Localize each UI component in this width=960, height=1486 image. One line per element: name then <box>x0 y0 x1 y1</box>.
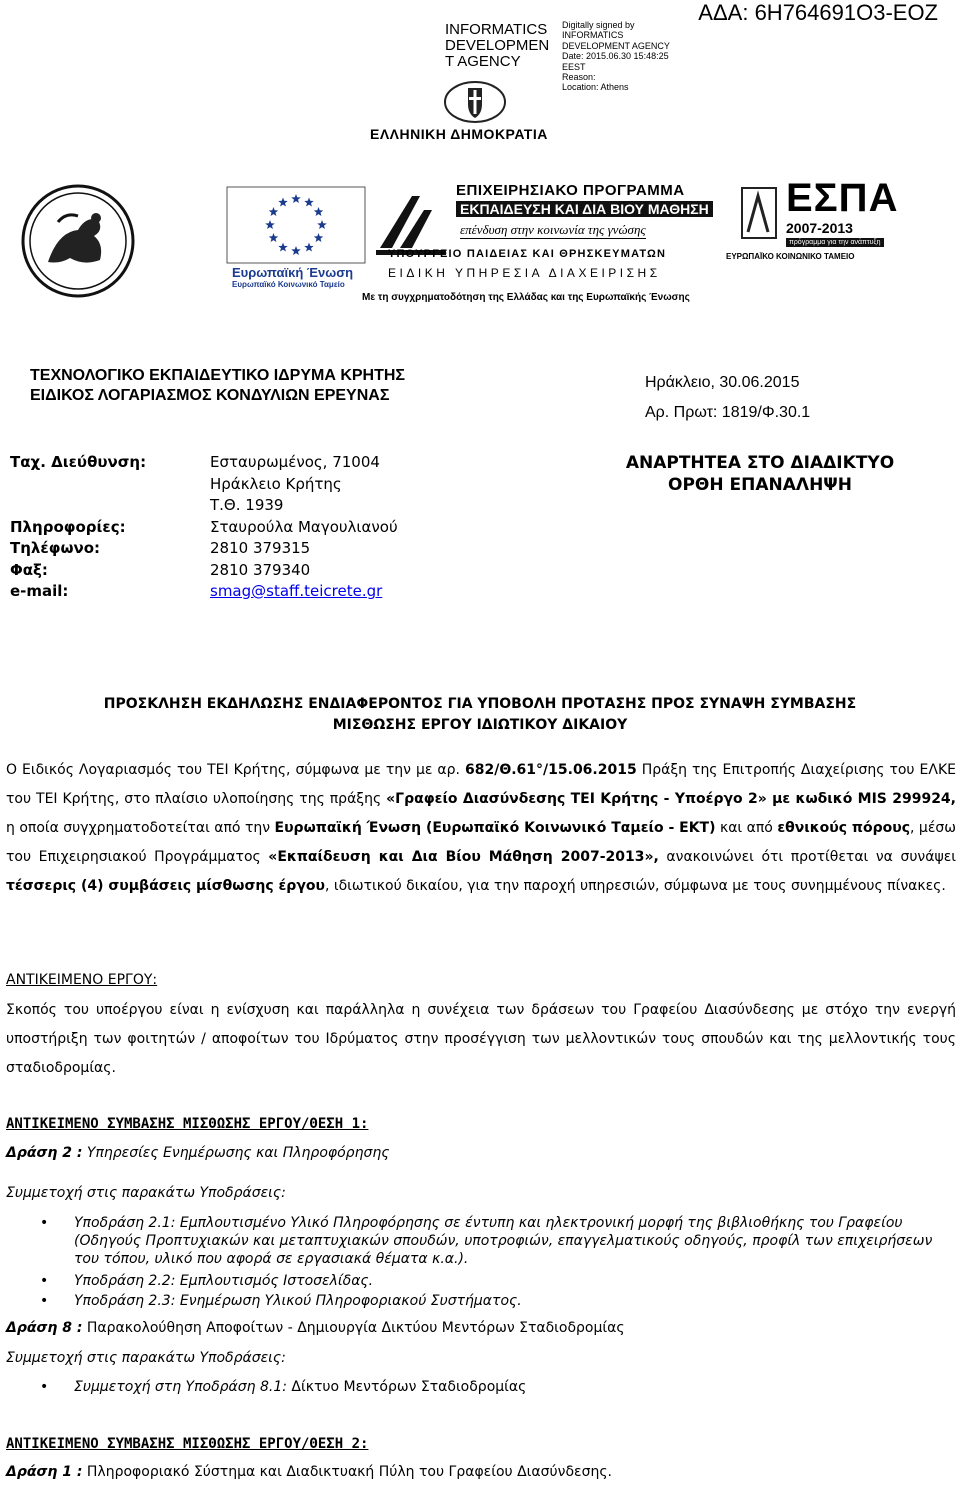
participation-label-2: Συμμετοχή στις παρακάτω Υποδράσεις: <box>6 1350 286 1366</box>
document-title: ΠΡΟΣΚΛΗΣΗ ΕΚΔΗΛΩΣΗΣ ΕΝΔΙΑΦΕΡΟΝΤΟΣ ΓΙΑ ΥΠΟΒΟΛΗ ΠΡΟΤΑΣΗΣ ΠΡΟΣ ΣΥΝΑΨΗ ΣΥΜΒΑΣΗΣ ΜΙΣΘΩΣΗΣ ΕΡΓΟΥ ΙΔΙΩΤΙΚΟΥ ΔΙΚΑΙΟΥ <box>103 696 857 733</box>
object-text: Σκοπός του υποέργου είναι η ενίσχυση και παράλληλα η συνέχεια των δράσεων του Γραφείου Διασύνδεσης με στόχο την ενεργή υποστήριξη των φοιτητών / αποφοίτων του Ιδρύματος στην προσέγγιση των μελλοντικών τους σπουδών και της μελλοντικής τους σταδιοδρομίας. <box>6 1002 956 1076</box>
signature-detail-line: Reason: <box>562 72 596 83</box>
position1-heading: ΑΝΤΙΚΕΙΜΕΝΟ ΣΥΜΒΑΣΗΣ ΜΙΣΘΩΣΗΣ ΕΡΓΟΥ/ΘΕΣΗ 1: <box>6 1116 369 1132</box>
op-line2: ΕΚΠΑΙΔΕΥΣΗ ΚΑΙ ΔΙΑ ΒΙΟΥ ΜΑΘΗΣΗ <box>456 201 713 217</box>
protocol-number: Αρ. Πρωτ: 1819/Φ.30.1 <box>645 404 811 421</box>
participation-label: Συμμετοχή στις παρακάτω Υποδράσεις: <box>6 1185 286 1201</box>
phone-label: Τηλέφωνο: <box>10 539 101 557</box>
signature-detail-line: DEVELOPMENT AGENCY <box>562 40 670 51</box>
list-item: • Συμμετοχή στη Υποδράση 8.1: Δίκτυο Μεντόρων Σταδιοδρομίας <box>40 1379 527 1395</box>
ministry-line1: ΥΠΟΥΡΓΕΙΟ ΠΑΙΔΕΙΑΣ ΚΑΙ ΘΡΗΣΚΕΥΜΑΤΩΝ <box>388 248 667 260</box>
info-label: Πληροφορίες: <box>10 517 126 536</box>
object-heading: ΑΝΤΙΚΕΙΜΕΝΟ ΕΡΓΟΥ: <box>6 972 158 988</box>
signature-detail-line: Location: Athens <box>562 82 629 93</box>
espa-mark-icon <box>740 186 784 246</box>
cofinance-caption: Με τη συγχρηματοδότηση της Ελλάδας και της Ευρωπαϊκής Ένωσης <box>362 292 690 303</box>
info-value: Σταυρούλα Μαγουλιανού <box>210 517 398 536</box>
signature-detail-line: Digitally signed by <box>562 20 635 30</box>
action2-line: Δράση 2 : Υπηρεσίες Ενημέρωσης και Πληροφόρησης <box>6 1145 390 1161</box>
position2-heading: ΑΝΤΙΚΕΙΜΕΝΟ ΣΥΜΒΑΣΗΣ ΜΙΣΘΩΣΗΣ ΕΡΓΟΥ/ΘΕΣΗ 2: <box>6 1436 369 1452</box>
phone-value: 2810 379315 <box>210 539 311 557</box>
ministry-line2: ΕΙΔΙΚΗ ΥΠΗΡΕΣΙΑ ΔΙΑΧΕΙΡΙΣΗΣ <box>388 266 661 280</box>
signature-name: INFORMATICS DEVELOPMEN T AGENCY <box>445 21 550 70</box>
address-line2: Ηράκλειο Κρήτης <box>210 474 342 493</box>
address-line1: Εσταυρωμένος, 71004 <box>210 453 380 471</box>
tei-crete-logo-icon <box>18 182 138 300</box>
intro-paragraph: Ο Ειδικός Λογαριασμός του ΤΕΙ Κρήτης, σύμφωνα με την με αρ. 682/Θ.61°/15.06.2015 Πράξη της Επιτροπής Διαχείρισης του ΕΛΚΕ του ΤΕΙ Κρήτης, στο πλαίσιο υλοποίησης της πράξης «Γραφείο Διασύνδεσης ΤΕΙ Κρήτης - Υποέργο 2» με κωδικό MIS 299924, η οποία συγχρηματοδοτείται από την Ευρωπαϊκή Ένωση (Ευρωπαϊκό Κοινωνικό Ταμείο - ΕΚΤ) και από εθνικούς πόρους, μέσω του Επιχειρησιακού Προγράμματος «Εκπαίδευση και Δια Βίου Μάθηση 2007-2013», ανακοινώνει ότι προτίθεται να συνάψει τέσσερις (4) συμβάσεις μίσθωσης έργου, ιδιωτικού δικαίου, για την παροχή υπηρεσιών, σύμφωνα με τους συνημμένους πίνακες. <box>6 762 957 894</box>
greek-emblem-icon <box>440 78 510 124</box>
signature-details <box>562 20 682 93</box>
notice-title: ΑΝΑΡΤΗΤΕΑ ΣΤΟ ΔΙΑΔΙΚΤΥΟ ΟΡΘΗ ΕΠΑΝΑΛΗΨΗ <box>625 453 895 495</box>
address-line3: Τ.Θ. 1939 <box>210 496 284 514</box>
action1-line: Δράση 1 : Πληροφοριακό Σύστημα και Διαδικτυακή Πύλη του Γραφείου Διασύνδεσης. <box>6 1464 612 1480</box>
op-line3: επένδυση στην κοινωνία της γνώσης <box>460 222 646 237</box>
ada-code: ΑΔΑ: 6Η764691Ο3-ΕΟΖ <box>698 0 938 25</box>
address-block <box>10 452 398 603</box>
eu-fund: Ευρωπαϊκό Κοινωνικό Ταμείο <box>232 280 345 289</box>
op-line1: ΕΠΙΧΕΙΡΗΣΙΑΚΟ ΠΡΟΓΡΑΜΜΑ <box>456 182 685 199</box>
action8-line: Δράση 8 : Παρακολούθηση Αποφοίτων - Δημιουργία Δικτύου Μεντόρων Σταδιοδρομίας <box>6 1320 625 1336</box>
fax-label: Φαξ: <box>10 560 48 579</box>
emblem-caption: ΕΛΛΗΝΙΚΗ ΔΗΜΟΚΡΑΤΙΑ <box>370 126 548 142</box>
list-item: • Υποδράση 2.2: Εμπλουτισμός Ιστοσελίδας. <box>40 1273 374 1289</box>
address-label: Ταχ. Διεύθυνση: <box>10 453 147 471</box>
signature-detail-line: INFORMATICS <box>562 30 624 41</box>
institution-name: ΤΕΧΝΟΛΟΓΙΚΟ ΕΚΠΑΙΔΕΥΤΙΚΟ ΙΔΡΥΜΑ ΚΡΗΤΗΣ ΕΙΔΙΚΟΣ ΛΟΓΑΡΙΑΣΜΟΣ ΚΟΝΔΥΛΙΩΝ ΕΡΕΥΝΑΣ <box>30 367 406 404</box>
eu-flag-icon <box>226 186 366 264</box>
signature-detail-line: Date: 2015.06.30 15:48:25 <box>562 51 669 62</box>
email-label: e-mail: <box>10 582 69 600</box>
signature-detail-line: EEST <box>562 61 586 72</box>
eu-name: Ευρωπαϊκή Ένωση <box>232 265 354 280</box>
list-item: • Υποδράση 2.1: Εμπλουτισμένο Υλικό Πληροφόρησης σε έντυπη και ηλεκτρονική μορφή της βιβλιοθήκης του Γραφείου (Οδηγούς Προπτυχιακών και μεταπτυχιακών σπουδών, υποτροφιών, επαγγελματικούς οδηγούς, προφίλ των επιχειρήσεων του τόπου, υλικό που αφορά σε εργασιακά θέματα κ.α.). <box>40 1215 933 1267</box>
date-place: Ηράκλειο, 30.06.2015 <box>645 374 800 391</box>
fax-value: 2810 379340 <box>210 560 311 579</box>
list-item: • Υποδράση 2.3: Ενημέρωση Υλικού Πληροφοριακού Συστήματος. <box>40 1293 522 1309</box>
email-link[interactable]: smag@staff.teicrete.gr <box>210 582 383 600</box>
